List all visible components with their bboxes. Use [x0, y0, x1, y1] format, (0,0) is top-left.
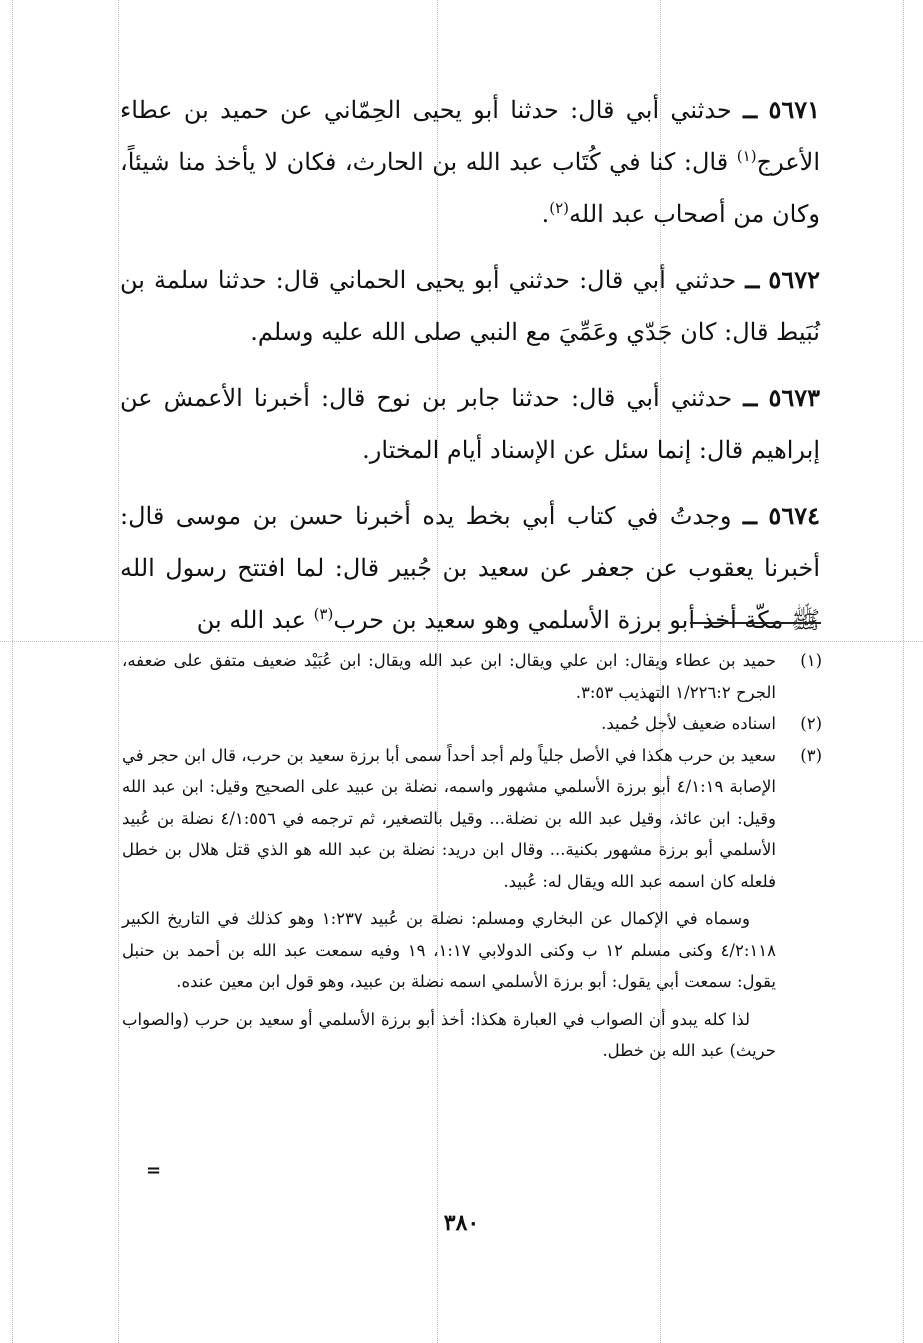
footnotes [122, 645, 822, 1067]
footnote-paragraph: لذا كله يبدو أن الصواب في العبارة هكذا: أخذ أبو برزة الأسلمي أو سعيد بن حرب (والصواب حريث) عبد الله بن خطل. [122, 1009, 776, 1060]
hadith-entry-5673 [120, 372, 820, 476]
page-number: ٣٨٠ [443, 1210, 480, 1236]
scan-fold-line [903, 0, 904, 1343]
footnote-ref[interactable]: (٢) [549, 199, 569, 217]
entry-dash: ــ [743, 383, 758, 412]
entry-text: عبد الله بن [196, 606, 306, 634]
entry-text: وجدتُ في كتاب أبي بخط يده أخبرنا حسن بن موسى قال: أخبرنا يعقوب عن جعفر عن سعيد بن جُبير قال: لما افتتح رسول الله ﷺ مكّة أخذ أبو برزة الأسلمي وهو سعيد بن حرب [120, 502, 820, 634]
scan-fold-line [118, 0, 119, 1343]
hadith-entry-5672 [120, 254, 820, 358]
continuation-mark: = [146, 1160, 162, 1181]
footnote-separator [690, 622, 821, 624]
entry-number: ٥٦٧١ [768, 95, 820, 124]
entry-dash: ــ [742, 501, 757, 530]
footnote-paragraph: وسماه في الإكمال عن البخاري ومسلم: نضلة بن عُبيد ١:٢٣٧ وهو كذلك في التاريخ الكبير ٤/٢:١١٨ وكنى مسلم ١٢ ب وكنى الدولابي ١:١٧، ١٩ وفيه سمعت عبد الله بن أحمد بن حنبل يقول: سمعت أبي يقول: أبو برزة الأسلمي اسمه نضلة بن عبيد، وهو قول ابن معين عنده. [122, 909, 776, 991]
footnote-2 [122, 708, 822, 740]
footnote-marker: (٢) [800, 714, 822, 733]
scan-fold-line [12, 0, 13, 1343]
footnote-ref[interactable]: (٣) [313, 605, 334, 623]
entry-text: حدثني أبي قال: حدثني أبو يحيى الحماني قال: حدثنا سلمة بن نُبَيط قال: كان جَدّي وعَمِّيَ مع النبي صلى الله عليه وسلم. [120, 266, 820, 346]
entry-number: ٥٦٧٤ [768, 501, 820, 530]
footnote-text: اسناده ضعيف لأجل حُميد. [601, 714, 776, 733]
footnote-text: حميد بن عطاء ويقال: ابن علي ويقال: ابن عبد الله ويقال: ابن عُبَيْد ضعيف متفق على ضعفه، الجرح ١/٢٢٦:٢ التهذيب ٣:٥٣. [122, 651, 776, 702]
entry-text: حدثني أبي قال: حدثنا أبو يحيى الحِمّاني عن حميد بن عطاء الأعرج [120, 96, 820, 176]
entry-dash: ــ [743, 95, 758, 124]
entry-number: ٥٦٧٣ [768, 383, 820, 412]
footnote-paragraph: سعيد بن حرب هكذا في الأصل جلياً ولم أجد أحداً سمى أبا برزة سعيد بن حرب، قال ابن حجر في الإصابة ٤/١:١٩ أبو برزة الأسلمي مشهور واسمه، نضلة بن عبيد على الصحيح وقيل: ابن عبد الله وقيل: ابن عائذ، وقيل عبد الله بن نضلة... وقيل بالتصغير، ثم ترجمه في ٤/١:٥٥٦ نضلة بن عُبيد الأسلمي أبو برزة مشهور بكنية... وقال ابن دريد: نضلة بن عبد الله هو الذي قتل هلال بن خطل فلعله كان اسمه عبد الله ويقال له: عُبيد. [122, 745, 776, 891]
footnote-3 [122, 740, 822, 1067]
entry-dash: ــ [745, 265, 760, 294]
footnote-marker: (١) [800, 651, 822, 670]
hadith-entry-5671 [120, 84, 820, 240]
footnote-ref[interactable]: (١) [736, 147, 757, 165]
footnote-1 [122, 645, 822, 708]
entry-text: . [541, 200, 550, 228]
entry-text: حدثني أبي قال: حدثنا جابر بن نوح قال: أخبرنا الأعمش عن إبراهيم قال: إنما سئل عن الإسناد أيام المختار. [120, 384, 820, 464]
entry-text: قال: كنا في كُتَاب عبد الله بن الحارث، فكان لا يأخذ منا شيئاً، وكان من أصحاب عبد الله [120, 148, 820, 228]
entry-number: ٥٦٧٢ [768, 265, 820, 294]
footnote-marker: (٣) [800, 745, 822, 765]
main-text [120, 84, 820, 660]
